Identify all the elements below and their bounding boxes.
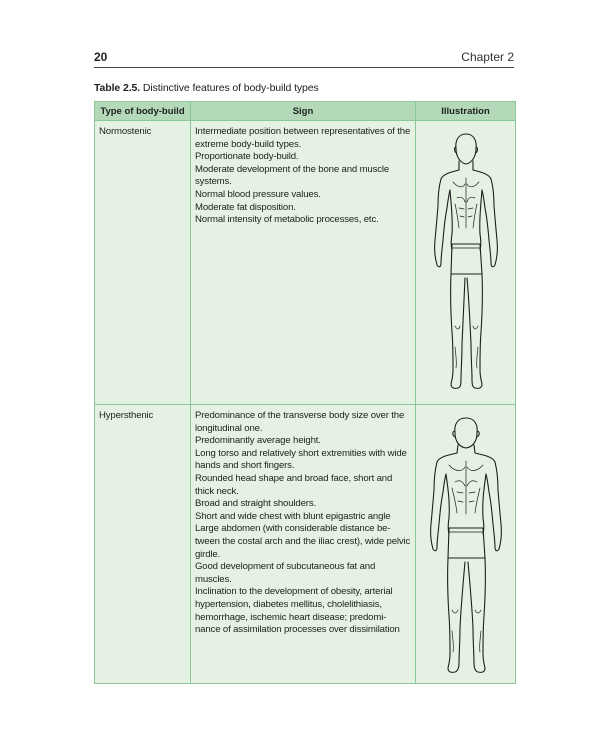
table-caption-text: Distinctive features of body-build types (142, 82, 319, 94)
sign-item: Rounded head shape and broad face, short and thick neck. (195, 472, 393, 497)
sign-item: Normal intensity of metabolic processes, etc. (195, 214, 379, 226)
hypersthenic-figure (428, 416, 504, 678)
table-row (95, 405, 516, 684)
sign-item: Moderate development of the bone and muscle systems. (195, 163, 390, 188)
table-caption (94, 82, 319, 94)
sign-item: Proportionate body-build. (195, 151, 299, 163)
sign-item: Inclination to the development of obesity, arterial hypertension, diabetes mellitus, cholelithiasis, hemorrhage, ischemic heart disease; predomi-nance of assimilation processes over dissimilation (195, 586, 400, 636)
sign-item: Moderate fat disposition. (195, 201, 296, 213)
type-cell: Normostenic (95, 121, 191, 405)
header-rule (94, 67, 514, 68)
illustration-cell (416, 121, 516, 405)
sign-item: Predominantly average height. (195, 435, 321, 447)
page-header (94, 50, 514, 68)
sign-item: Normal blood pressure values. (195, 188, 321, 200)
sign-cell (191, 405, 416, 684)
normostenic-figure (431, 132, 501, 396)
sign-item: Broad and straight shoulders. (195, 498, 316, 510)
header-type: Type of body-build (95, 102, 191, 121)
sign-item: Large abdomen (with considerable distance be-tween the costal arch and the iliac crest), wide pelvic girdle. (195, 523, 411, 560)
header-illustration: Illustration (416, 102, 516, 121)
type-cell: Hypersthenic (95, 405, 191, 684)
page-number: 20 (94, 50, 108, 64)
sign-item: Short and wide chest with blunt epigastric angle (195, 510, 391, 522)
table-header-row (95, 102, 516, 121)
body-build-table (94, 101, 516, 684)
sign-cell (191, 121, 416, 405)
sign-item: Good development of subcutaneous fat and muscles. (195, 561, 376, 585)
header-sign: Sign (191, 102, 416, 121)
chapter-label: Chapter 2 (461, 50, 514, 64)
sign-item: Long torso and relatively short extremities with wide hands and short fingers. (195, 447, 407, 472)
table-row (95, 121, 516, 405)
illustration-cell (416, 405, 516, 684)
table-caption-label: Table 2.5. (94, 82, 141, 94)
sign-item: Predominance of the transverse body size over the longitudinal one. (195, 410, 405, 434)
sign-item: Intermediate position between representatives of the extreme body-build types. (195, 126, 411, 150)
